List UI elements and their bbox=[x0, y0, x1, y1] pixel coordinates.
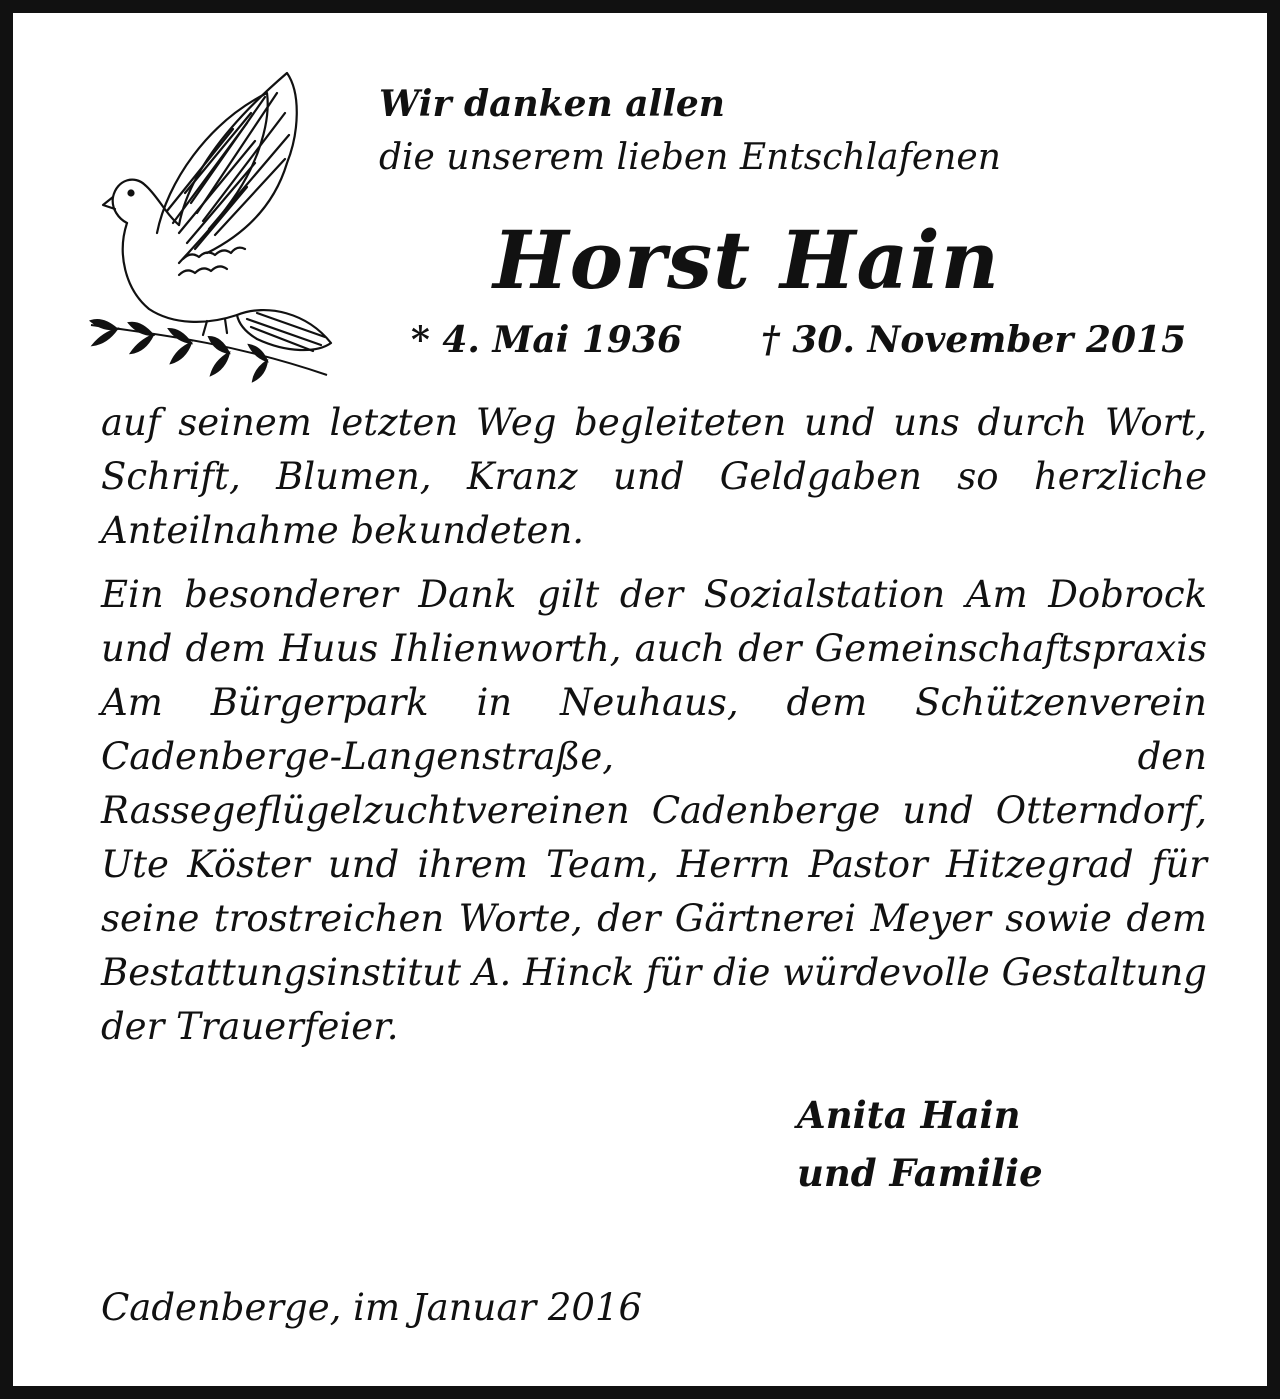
dove-icon bbox=[87, 63, 337, 383]
signature-name: Anita Hain bbox=[797, 1093, 1021, 1137]
thanks-paragraph: auf seinem letzten Weg begleiteten und uns durch Wort, Schrift, Blumen, Kranz und Geldgaben so herzliche Anteilnahme bekundeten. bbox=[101, 401, 1207, 552]
deceased-name: Horst Hain bbox=[493, 213, 1000, 307]
birth-date: * 4. Mai 1936 bbox=[411, 319, 683, 361]
special-thanks-paragraph: Ein besonderer Dank gilt der Sozialstation Am Dobrock und dem Huus Ihlienworth, auch der Gemeinschaftspraxis Am Bürgerpark in Neuhaus, dem Schützenverein Cadenberge-Langenstraße, den Rassegeflügelzuchtvereinen Cadenberge und Otterndorf, Ute Köster und ihrem Team, Herrn Pastor Hitzegrad für seine trostreichen Worte, der Gärtnerei Meyer sowie dem Bestattungsinstitut A. Hinck für die würdevolle Gestaltung der Trauerfeier. bbox=[101, 573, 1207, 1048]
signature-family: und Familie bbox=[797, 1151, 1043, 1195]
death-date: † 30. November 2015 bbox=[761, 319, 1187, 361]
intro-line-2: die unserem lieben Entschlafenen bbox=[379, 137, 1001, 178]
intro-line-1: Wir danken allen bbox=[379, 83, 725, 125]
place-and-date: Cadenberge, im Januar 2016 bbox=[101, 1286, 643, 1329]
